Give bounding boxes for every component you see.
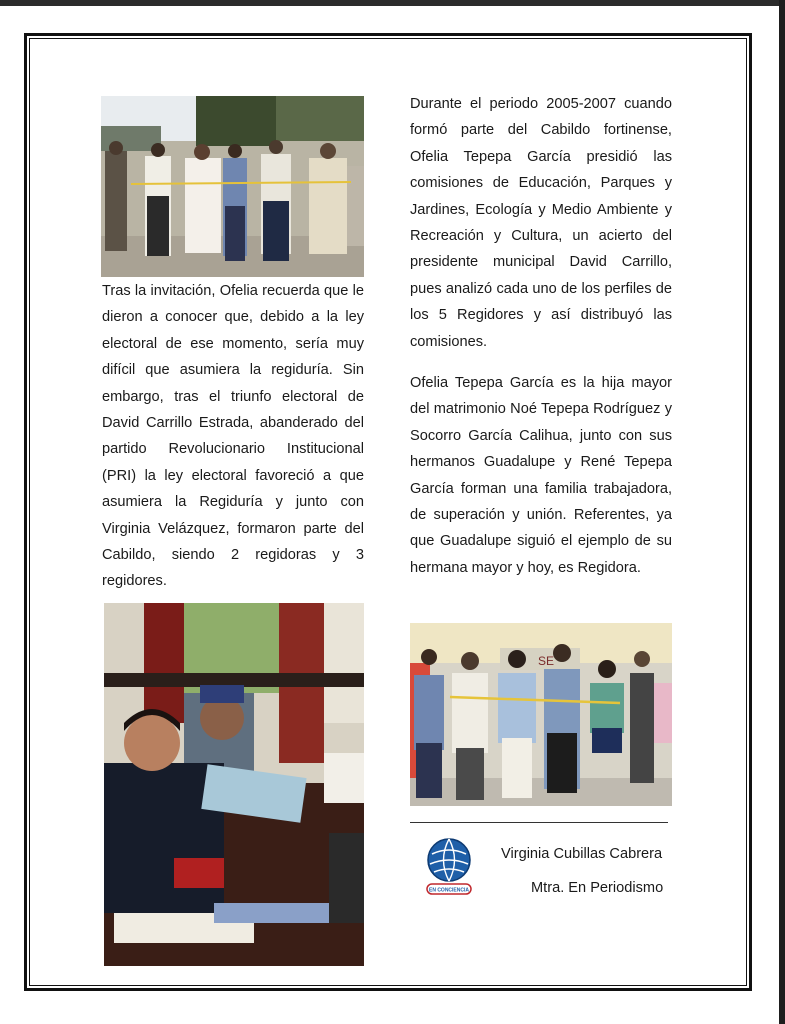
photo-signing-document	[104, 603, 364, 966]
banner-text: SE	[538, 654, 555, 668]
right-paragraph-2: Ofelia Tepepa García es la hija mayor del matrimonio Noé Tepepa Rodríguez y Socorro García Calihua, junto con sus hermanos Guadalupe y René Tepepa García forman una familia trabajadora, de superación y unión. Referentes, ya que Guadalupe siguió el ejemplo de su hermana mayor y hoy, es Regidora.	[410, 375, 672, 576]
page-edge-shadow	[779, 0, 785, 1024]
right-paragraph-1: Durante el periodo 2005-2007 cuando formó parte del Cabildo fortinense, Ofelia Tepepa García presidió las comisiones de Educación, Parques y Jardines, Ecología y Medio Ambiente y Recreación y Cultura, un acierto del presidente municipal David Carrillo, pues analizó cada uno de los perfiles de los 5 Regidores y así distribuyó las comisiones.	[410, 96, 672, 350]
signature-divider	[410, 822, 668, 823]
author-name: Virginia Cubillas Cabrera	[501, 846, 663, 862]
logo-text: EN CONCIENCIA	[428, 887, 470, 894]
photo-ribbon-cutting-building	[410, 623, 672, 806]
left-paragraph: Tras la invitación, Ofelia recuerda que le dieron a conocer que, debido a la ley electoral de ese momento, sería muy difícil que asumiera la regiduría. Sin embargo, tras el triunfo electoral de David Carrillo Estrada, abanderado del partido Revolucionario Institucional (PRI) la ley electoral favoreció a que asumiera la Regiduría y junto con Virginia Velázquez, formaron parte del Cabildo, siendo 2 regidoras y 3 regidores.	[102, 283, 364, 590]
author-title: Mtra. En Periodismo	[531, 880, 664, 896]
en-conciencia-logo	[424, 836, 474, 898]
photo-ribbon-cutting-street	[101, 96, 364, 277]
